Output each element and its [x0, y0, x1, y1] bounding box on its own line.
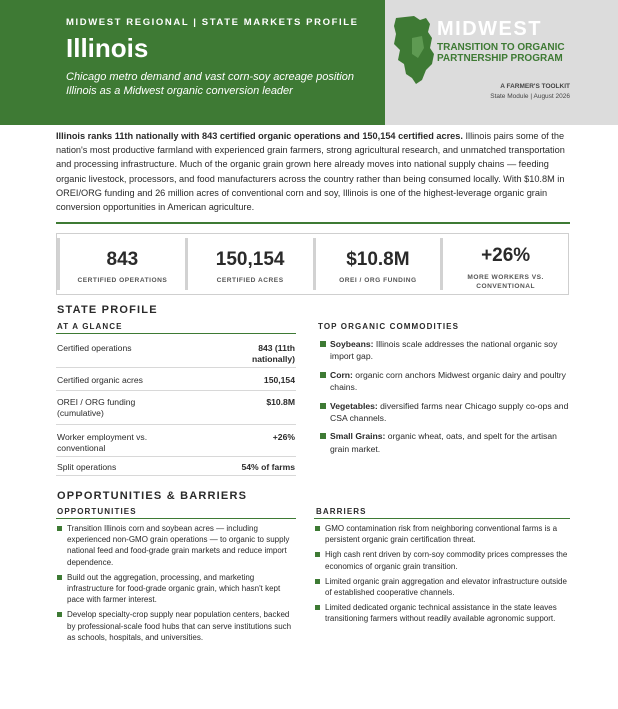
bullet-icon [315, 552, 320, 557]
profile-row [56, 368, 296, 391]
module-date: State Module | August 2026 [490, 93, 570, 100]
profile-key: Certified operations [57, 343, 132, 353]
opportunity-text: Develop specialty-crop supply near population centers, backed by professional-scale food hubs that can serve institutions such as schools, hospitals, and universities. [67, 610, 292, 642]
key-stats [56, 233, 569, 295]
bullet-icon [315, 579, 320, 584]
list-item [318, 369, 570, 394]
opportunities-barriers-title: OPPORTUNITIES & BARRIERS [57, 490, 248, 502]
commodities-title: TOP ORGANIC COMMODITIES [318, 322, 460, 331]
list-item [318, 400, 570, 425]
barrier-text: High cash rent driven by corn-soy commodity prices compresses the economics of organic grain transition. [325, 550, 568, 571]
intro-paragraph [56, 129, 574, 214]
commodity-name: Small Grains: [330, 431, 386, 442]
barriers-rule [314, 518, 570, 519]
list-item [314, 549, 572, 571]
header-kicker: MIDWEST REGIONAL | STATE MARKETS PROFILE [66, 17, 359, 28]
barrier-text: Limited organic grain aggregation and elevator infrastructure outside of established cooperative channels. [325, 576, 567, 598]
opportunities-list [56, 523, 298, 647]
at-a-glance-title: AT A GLANCE [57, 322, 123, 331]
stat-workers [440, 238, 568, 290]
commodity-name: Vegetables: [330, 400, 378, 411]
profile-key: OREI / ORG funding (cumulative) [57, 397, 136, 418]
stat-label: CERTIFIED ACRES [216, 277, 284, 284]
bullet-icon [57, 612, 62, 617]
list-item [318, 338, 570, 363]
bullet-icon [320, 341, 326, 347]
stat-label: MORE WORKERS VS. CONVENTIONAL [467, 274, 544, 290]
bullet-icon [320, 433, 326, 439]
list-item [314, 576, 572, 598]
stat-certified-operations [57, 238, 185, 290]
profile-row [56, 391, 296, 425]
commodity-name: Soybeans: [330, 339, 374, 349]
profile-value: $10.8M [266, 397, 295, 407]
toolkit-label: A FARMER'S TOOLKIT [500, 83, 570, 90]
profile-value: 54% of farms [241, 462, 295, 472]
midwest-map-icon [392, 14, 436, 86]
logo-wordmark: MIDWEST [437, 18, 542, 40]
stat-label: OREI / ORG FUNDING [339, 277, 417, 284]
stat-funding [313, 238, 441, 290]
bullet-icon [57, 526, 62, 531]
bullet-icon [315, 605, 320, 610]
list-item [314, 523, 572, 545]
commodity-text: Illinois scale addresses the national organic soy import gap. [330, 339, 558, 362]
intro-body: Illinois pairs some of the nation's most productive farmland with experienced grain farmers, strong agricultural research, and unmatched transportation and processing infrastructure. Much of the organic grain grown here already moves into national supply chains — feeding organic livestock, processors, and food manufacturers across the country rather than being consumed locally. With $10.8M in OREI/ORG funding and 26 million acres of conventional corn and soy, Illinois is one of the highest-leverage organic grain conversion opportunities in American agriculture. [56, 131, 565, 213]
commodity-name: Corn: [330, 369, 353, 380]
barriers-list [314, 523, 572, 629]
stat-label: CERTIFIED OPERATIONS [77, 277, 168, 284]
profile-key: Split operations [57, 462, 117, 472]
profile-value: 150,154 [263, 375, 295, 385]
barriers-title: BARRIERS [316, 507, 367, 516]
list-item [56, 572, 298, 606]
logo-line-2: PARTNERSHIP PROGRAM [437, 53, 563, 64]
stat-certified-acres [185, 238, 313, 290]
list-item [314, 602, 572, 624]
intro-lead: Illinois ranks 11th nationally with 843 certified organic operations and 150,154 certified acres. [56, 131, 463, 141]
list-item [56, 523, 298, 568]
commodity-text: diversified farms near Chicago supply co-ops and CSA channels. [330, 400, 569, 424]
profile-table [56, 334, 296, 476]
stat-value: 843 [106, 249, 139, 270]
bullet-icon [315, 526, 320, 531]
intro-divider [56, 222, 570, 224]
opportunity-text: Transition Illinois corn and soybean acres — including experienced non-GMO grain operations — to organic to supply national feed and food-grade grain markets and reduce import dependence. [67, 524, 290, 567]
stat-value: 150,154 [215, 249, 285, 270]
profile-row [56, 425, 296, 457]
profile-row [56, 457, 296, 476]
profile-key: Certified organic acres [57, 375, 143, 385]
bullet-icon [57, 575, 62, 580]
header [0, 0, 618, 125]
bullet-icon [320, 372, 326, 378]
commodity-text: organic wheat, oats, and spelt for the artisan grain market. [330, 431, 557, 454]
opportunities-title: OPPORTUNITIES [57, 507, 137, 516]
bullet-icon [320, 403, 326, 409]
profile-key: Worker employment vs. conventional [57, 432, 148, 453]
profile-value: +26% [272, 432, 295, 442]
list-item [56, 609, 298, 643]
page-subtitle: Chicago metro demand and vast corn-soy acreage position Illinois as a Midwest organic conversion leader [66, 71, 354, 97]
barrier-text: GMO contamination risk from neighboring conventional farms is a persistent organic grain certification threat. [325, 524, 558, 545]
barrier-text: Limited dedicated organic technical assistance in the state leaves transitioning farmers without readily available agronomic support. [325, 603, 557, 624]
list-item [318, 430, 570, 455]
commodities-list [318, 338, 570, 461]
logo-line-1: TRANSITION TO ORGANIC [437, 42, 565, 53]
profile-row [56, 334, 296, 368]
commodity-text: organic corn anchors Midwest organic dairy and poultry chains. [330, 369, 566, 393]
state-profile-title: STATE PROFILE [57, 304, 158, 316]
profile-value: 843 (11th nationally) [252, 343, 295, 364]
opportunity-text: Build out the aggregation, processing, and marketing infrastructure for food-grade organic grain, which hasn't kept pace with farmer interest. [67, 572, 281, 605]
opportunities-rule [56, 518, 296, 519]
stat-value: +26% [481, 245, 531, 266]
page-title: Illinois [66, 33, 149, 63]
stat-value: $10.8M [346, 249, 410, 270]
